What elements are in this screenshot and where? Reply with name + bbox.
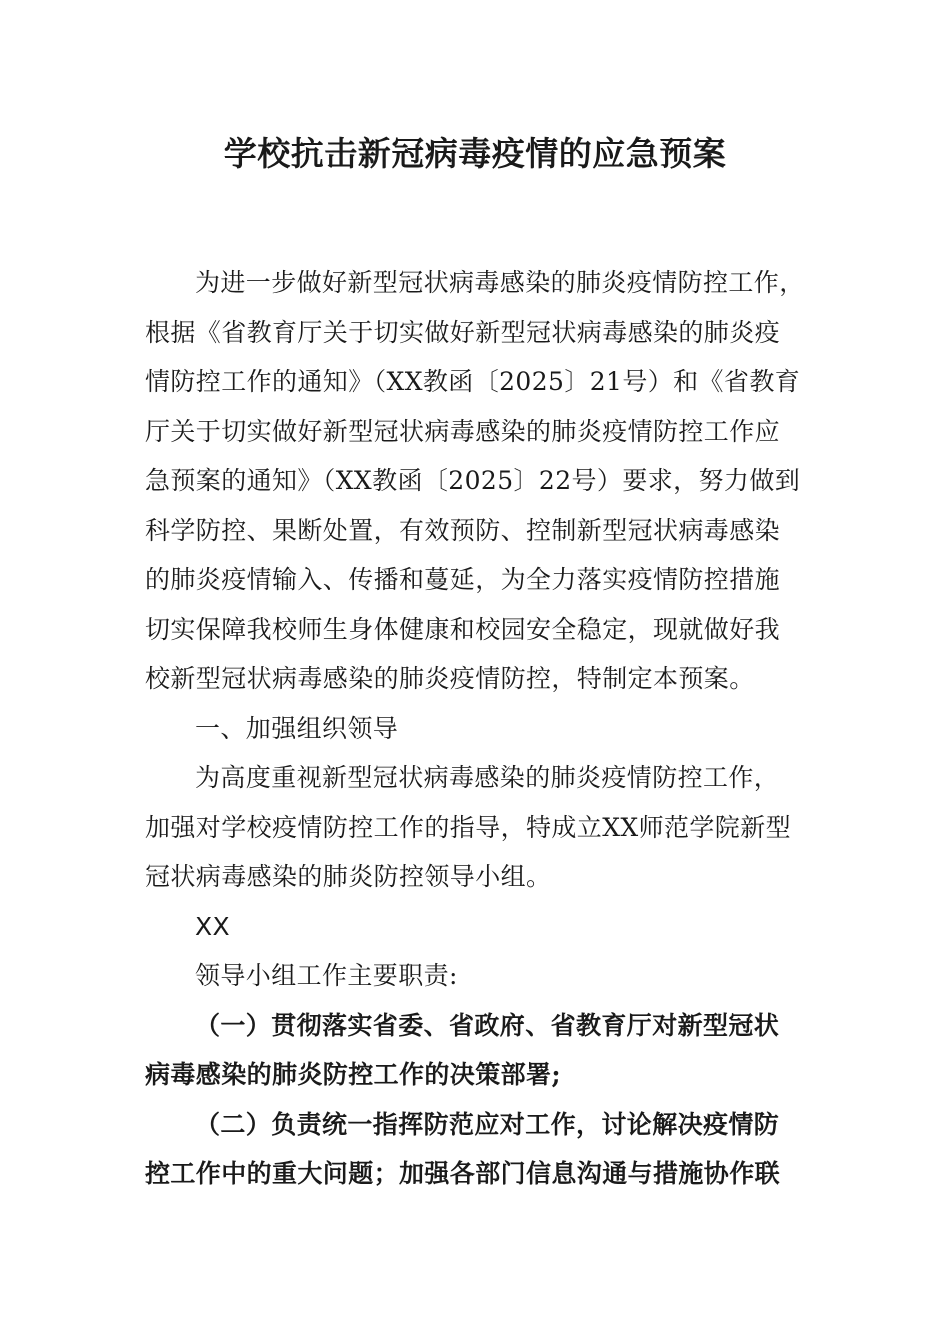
duty-item-line: 控工作中的重大问题；加强各部门信息沟通与措施协作联 — [145, 1159, 781, 1188]
paragraph-line: 情防控工作的通知》（XX教函〔2025〕21号）和《省教育 — [145, 367, 801, 396]
paragraph-line: 为进一步做好新型冠状病毒感染的肺炎疫情防控工作， — [195, 268, 805, 297]
paragraph-line: 切实保障我校师生身体健康和校园安全稳定，现就做好我 — [145, 614, 781, 644]
duty-item-line: （一）贯彻落实省委、省政府、省教育厅对新型冠状 — [195, 1010, 780, 1040]
paragraph-line: 校新型冠状病毒感染的肺炎疫情防控，特制定本预案。 — [145, 664, 755, 693]
paragraph-line: 领导小组工作主要职责: — [195, 961, 458, 990]
paragraph-line: 根据《省教育厅关于切实做好新型冠状病毒感染的肺炎疫 — [145, 317, 781, 347]
paragraph-line: 科学防控、果断处置，有效预防、控制新型冠状病毒感染 — [145, 515, 781, 545]
duty-item-line: （二）负责统一指挥防范应对工作，讨论解决疫情防 — [195, 1109, 780, 1139]
paragraph-line: 急预案的通知》（XX教函〔2025〕22号）要求，努力做到 — [145, 466, 801, 495]
document-title: 学校抗击新冠病毒疫情的应急预案 — [223, 134, 727, 173]
paragraph-line: 的肺炎疫情输入、传播和蔓延，为全力落实疫情防控措施 — [145, 565, 781, 594]
paragraph-line: 加强对学校疫情防控工作的指导，特成立XX师范学院新型 — [145, 812, 791, 842]
paragraph-line: 冠状病毒感染的肺炎防控领导小组。 — [145, 862, 552, 891]
paragraph-line: 为高度重视新型冠状病毒感染的肺炎疫情防控工作， — [195, 763, 780, 792]
section-heading: 一、加强组织领导 — [195, 713, 399, 743]
placeholder-name: XX — [195, 911, 231, 941]
paragraph-line: 厅关于切实做好新型冠状病毒感染的肺炎疫情防控工作应 — [145, 416, 781, 446]
document-body — [145, 258, 815, 1199]
duty-item-line: 病毒感染的肺炎防控工作的决策部署; — [145, 1060, 562, 1089]
